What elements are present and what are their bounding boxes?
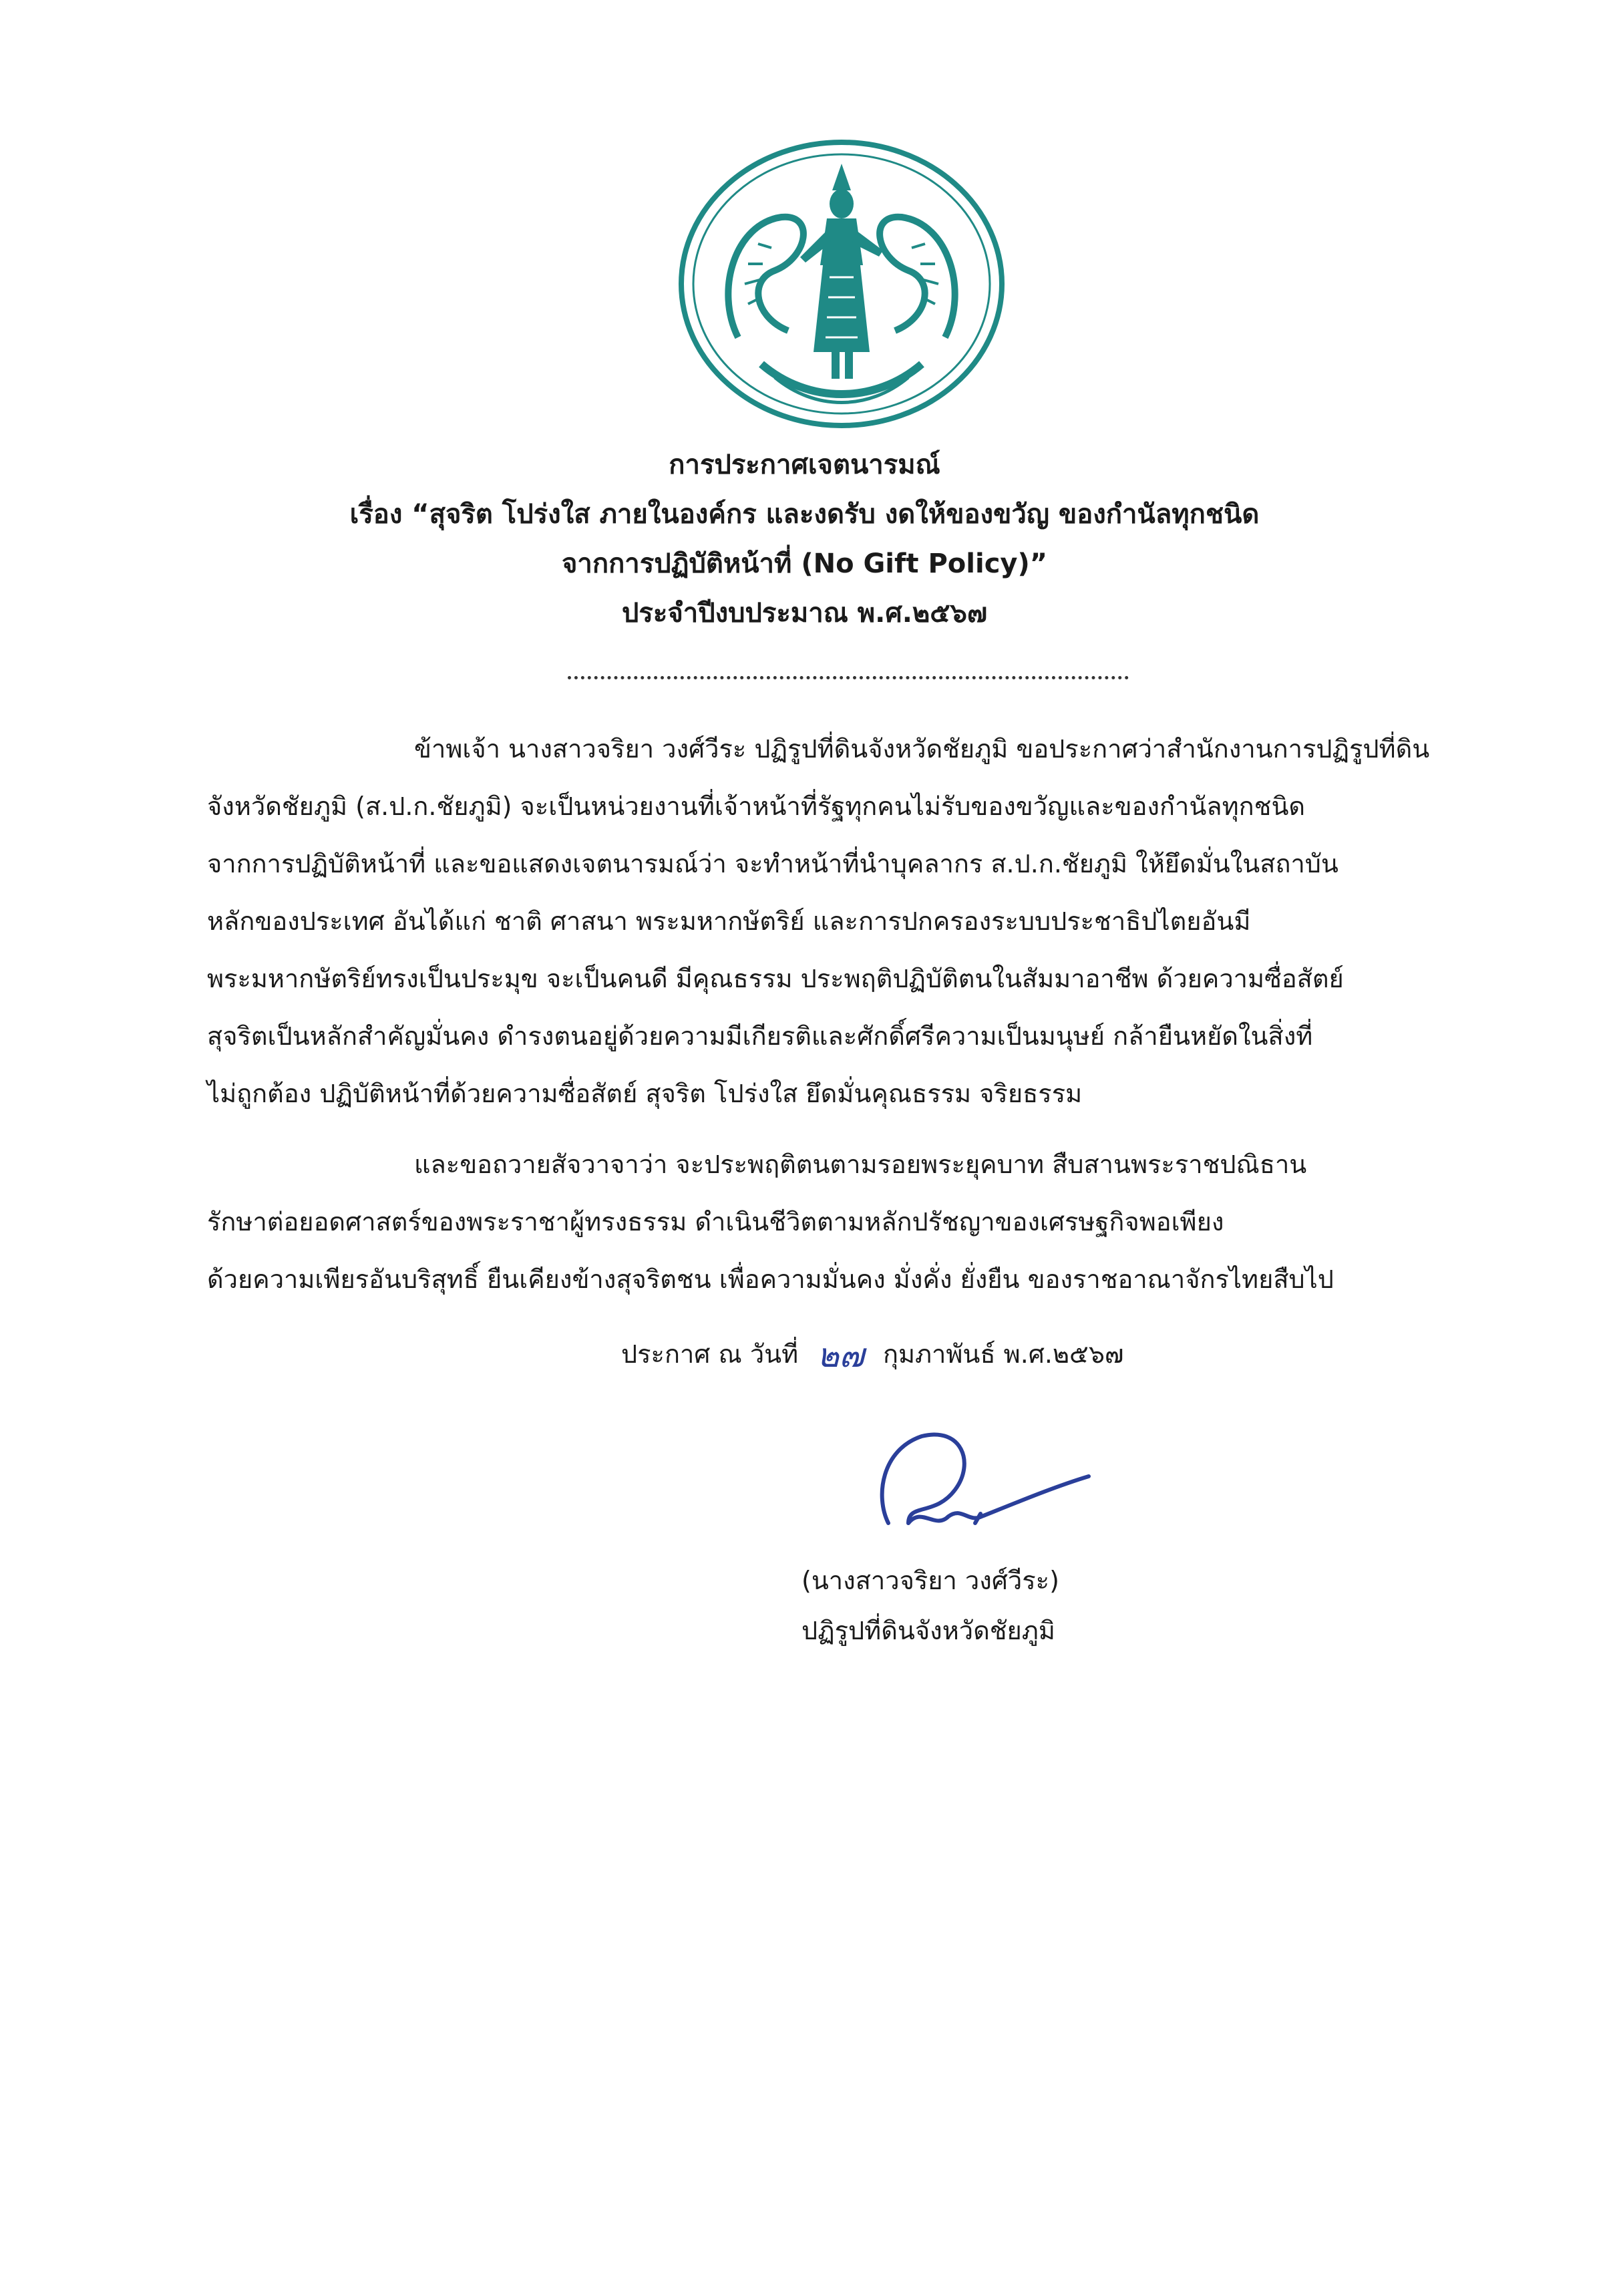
paragraph-line: ด้วยความเพียรอันบริสุทธิ์ ยืนเคียงข้างสุจริตชน เพื่อความมั่นคง มั่งคั่ง ยั่งยืน ของราชอาณาจักรไทยสืบไป [207,1265,1334,1294]
declaration-paragraph [207,720,1476,1122]
dotted-divider [568,676,1129,679]
date-prefix: ประกาศ ณ วันที่ [621,1339,799,1369]
fiscal-year: ประจำปีงบประมาณ พ.ศ.๒๕๖๗ [621,598,988,629]
announcement-subject: เรื่อง “สุจริต โปร่งใส ภายในองค์กร และงดรับ งดให้ของขวัญ ของกำนัลทุกชนิด [349,499,1260,530]
signatory-position: ปฏิรูปที่ดินจังหวัดชัยภูมิ [801,1616,1055,1645]
department-seal-icon [675,137,1009,431]
paragraph-line: จากการปฏิบัติหน้าที่ และขอแสดงเจตนารมณ์ว่า จะทำหน้าที่นำบุคลากร ส.ป.ก.ชัยภูมิ ให้ยึดมั่นในสถาบัน [207,849,1338,878]
announcement-title: การประกาศเจตนารมณ์ [669,450,940,480]
paragraph-line: พระมหากษัตริย์ทรงเป็นประมุข จะเป็นคนดี มีคุณธรรม ประพฤติปฏิบัติตนในสัมมาอาชีพ ด้วยความซื่อสัตย์ [207,964,1344,993]
date-suffix: กุมภาพันธ์ พ.ศ.๒๕๖๗ [882,1339,1124,1369]
paragraph-line: และขอถวายสัจวาจาว่า จะประพฤติตนตามรอยพระยุคบาท สืบสานพระราชปณิธาน [414,1150,1307,1179]
handwritten-day: ๒๗ [817,1336,864,1375]
pledge-paragraph [207,1136,1476,1308]
paragraph-line: หลักของประเทศ อันได้แก่ ชาติ ศาสนา พระมหากษัตริย์ และการปกครองระบบประชาธิปไตยอันมี [207,907,1251,936]
signatory-name: (นางสาวจริยา วงศ์วีระ) [801,1566,1059,1595]
announcement-date [621,1329,1124,1382]
paragraph-line: จังหวัดชัยภูมิ (ส.ป.ก.ชัยภูมิ) จะเป็นหน่วยงานที่เจ้าหน้าที่รัฐทุกคนไม่รับของขวัญและของกำนัลทุกชนิด [207,792,1306,821]
paragraph-line: ไม่ถูกต้อง ปฏิบัติหน้าที่ด้วยความซื่อสัตย์ สุจริต โปร่งใส ยึดมั่นคุณธรรม จริยธรรม [207,1079,1083,1108]
signature-icon [862,1423,1102,1543]
paragraph-line: ข้าพเจ้า นางสาวจริยา วงศ์วีระ ปฏิรูปที่ดินจังหวัดชัยภูมิ ขอประกาศว่าสำนักงานการปฏิรูปที่ดิน [414,734,1430,764]
paragraph-line: รักษาต่อยอดศาสตร์ของพระราชาผู้ทรงธรรม ดำเนินชีวิตตามหลักปรัชญาของเศรษฐกิจพอเพียง [207,1207,1224,1237]
paragraph-line: สุจริตเป็นหลักสำคัญมั่นคง ดำรงตนอยู่ด้วยความมีเกียรติและศักดิ์ศรีความเป็นมนุษย์ กล้ายืนหยัดในสิ่งที่ [207,1021,1313,1051]
announcement-subject-continued: จากการปฏิบัติหน้าที่ (No Gift Policy)” [561,548,1048,579]
